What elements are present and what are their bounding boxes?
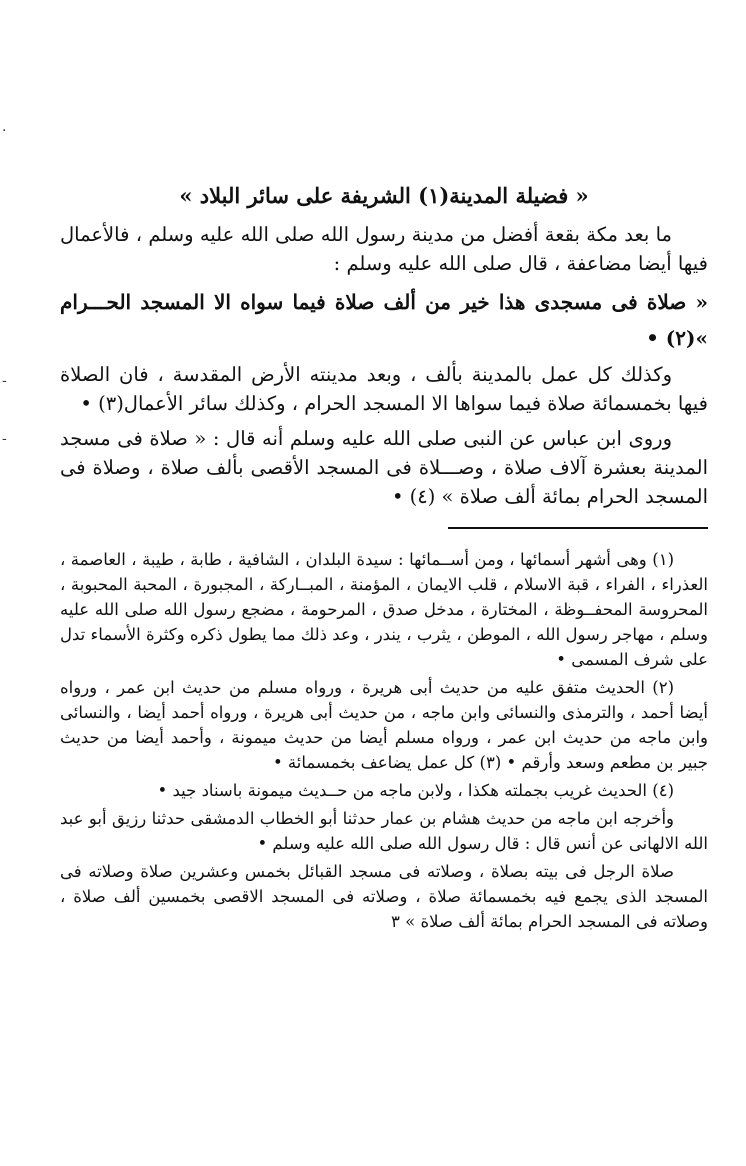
body-paragraph: وكذلك كل عمل بالمدينة بألف ، وبعد مدينته الأرض المقدسة ، فان الصلاة فيها بخمسمائة صلاة فيما سواها الا المسجد الحرام ، وكذلك سائر الأعمال(٣) •	[60, 363, 708, 415]
margin-mark: -	[2, 373, 7, 389]
footnote-divider	[448, 527, 708, 529]
body-paragraph: وروى ابن عباس عن النبى صلى الله عليه وسلم أنه قال : « صلاة فى مسجد المدينة بعشرة آلاف صلاة ، وصـــلاة فى المسجد الأقصى بألف صلاة ، وصلاة فى المسجد الحرام بمائة ألف صلاة » (٤) •	[60, 427, 708, 508]
footnote: صلاة الرجل فى بيته بصلاة ، وصلاته فى مسجد القبائل بخمس وعشرين صلاة وصلاته فى المسجد الذى يجمع فيه بخمسمائة صلاة ، وصلاته فى المسجد الاقصى بخمسين ألف صلاة ، وصلاته فى المسجد الحرام بمائة ألف صلاة » ٣	[60, 862, 708, 931]
body-paragraph: ما بعد مكة بقعة أفضل من مدينة رسول الله صلى الله عليه وسلم ، فالأعمال فيها أيضا مضاعفة ، قال صلى الله عليه وسلم :	[60, 223, 708, 275]
page-title: « فضيلة المدينة(١) الشريفة على سائر البلاد »	[179, 183, 589, 208]
footnote: وأخرجه ابن ماجه من حديث هشام بن عمار حدثنا أبو الخطاب الدمشقى حدثنا رزيق أبو عبد الله الالهانى عن أنس قال : قال رسول الله صلى الله عليه وسلم •	[60, 809, 708, 853]
footnote: (١) وهى أشهر أسمائها ، ومن أســمائها : سيدة البلدان ، الشافية ، طابة ، طيبة ، العاصمة ، العذراء ، الفراء ، قبة الاسلام ، قلب الايمان ، المؤمنة ، المبــاركة ، المجبورة ، المحبة المحبوبة ، المحروسة المحفــوظة ، المختارة ، مدخل صدق ، المرحومة ، مضجع رسول الله صلى الله عليه وسلم ، مهاجر رسول الله ، الموطن ، يثرب ، يندر ، وعد ذلك مما يطول ذكره وكثرة الأسماء تدل على شرف المسمى •	[60, 550, 708, 669]
page-content	[60, 180, 708, 937]
footnote: (٢) الحديث متفق عليه من حديث أبى هريرة ، ورواه مسلم من حديث ابن عمر ، ورواه أيضا أحمد ، والترمذى والنسائى وابن ماجه ، من حديث أبى هريرة ، ورواه أحمد أيضا ، والنسائى وابن ماجه من حديث ابن عمر ، ورواه مسلم أيضا من حديث ميمونة ، وأحمد أيضا من حديث جبير بن مطعم وسعد وأرقم • (٣) كل عمل يضاعف بخمسمائة •	[60, 678, 708, 772]
margin-mark: -	[2, 431, 7, 447]
hadith-quote: « صلاة فى مسجدى هذا خير من ألف صلاة فيما سواه الا المسجد الحـــرام »(٢) •	[60, 290, 708, 350]
footnote: (٤) الحديث غريب بجملته هكذا ، ولابن ماجه من حــديث ميمونة باسناد جيد •	[157, 781, 674, 800]
margin-mark: ·	[2, 123, 7, 139]
